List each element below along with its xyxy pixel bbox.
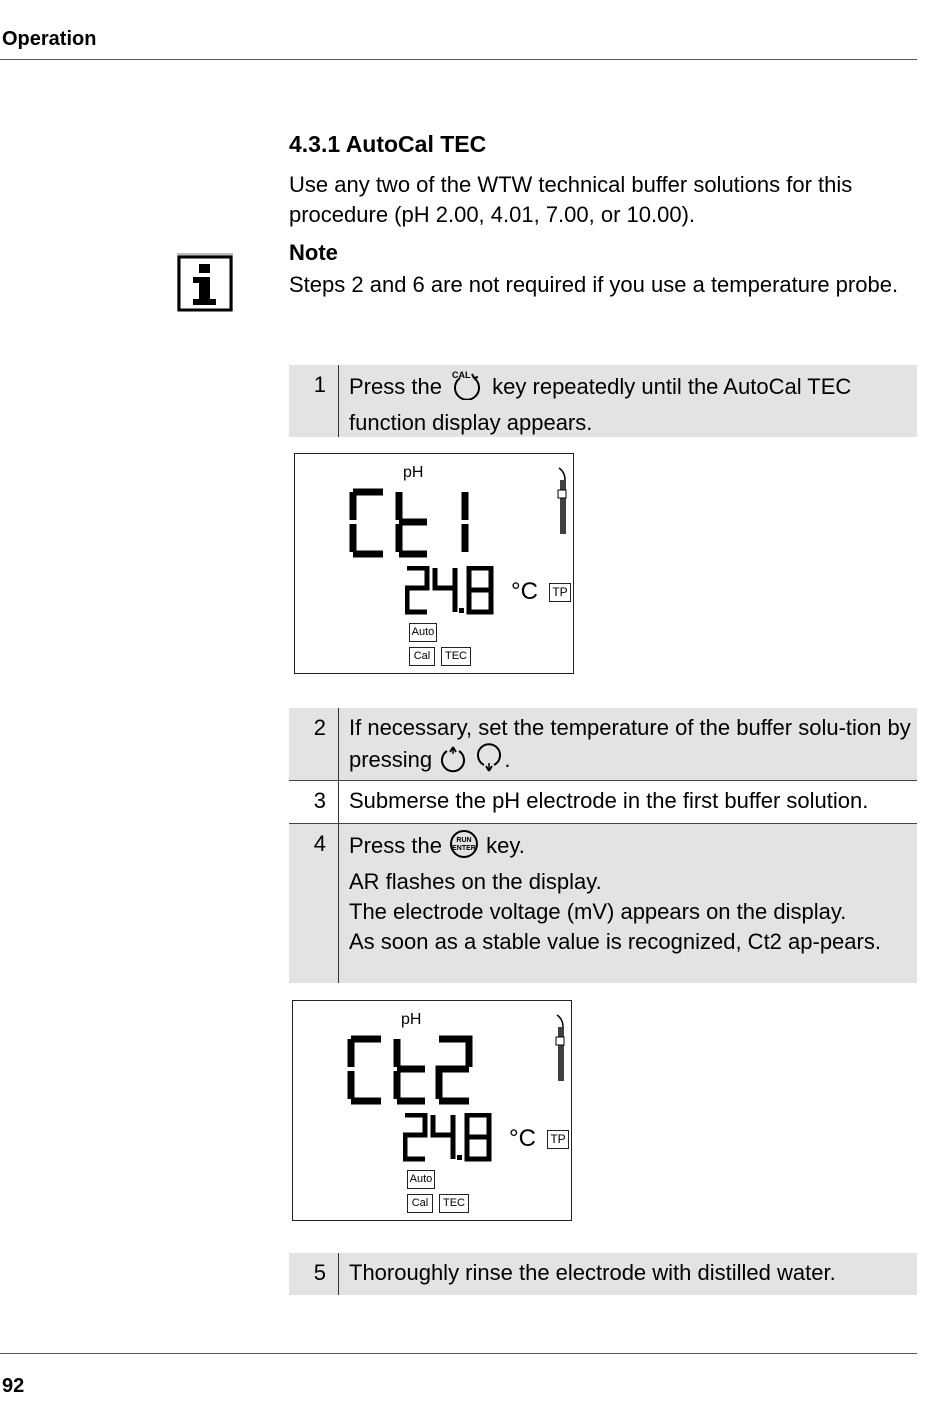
lcd-cal-indicator: Cal — [409, 647, 435, 666]
svg-text:CAL: CAL — [452, 370, 471, 380]
lcd-display-2 — [292, 1000, 572, 1221]
page-number: 92 — [2, 1375, 25, 1397]
step-row-4 — [289, 824, 917, 983]
step-row-3 — [289, 781, 917, 823]
cal-key-icon — [448, 370, 486, 408]
step-text: Press the RUN ENTER key. AR flashes on the display. The electrode voltage (mV) appears on the display. As soon as a stable value is recognized, Ct2 ap-pears. — [339, 824, 915, 983]
step-text: Submerse the pH electrode in the first buffer solution. — [349, 788, 869, 813]
lcd-tp-indicator: TP — [549, 583, 571, 602]
lcd-temp-unit: °C — [509, 1125, 536, 1152]
up-key-icon — [438, 743, 468, 781]
lcd-main-value — [345, 1035, 485, 1105]
lcd-tec-indicator: TEC — [441, 647, 471, 666]
step-number: 5 — [289, 1253, 339, 1295]
step-number: 4 — [289, 824, 339, 983]
step-number: 3 — [289, 781, 339, 823]
electrode-icon — [551, 1013, 567, 1083]
note-title: Note — [289, 240, 338, 265]
run-enter-key-icon — [448, 829, 480, 867]
lcd-tec-indicator: TEC — [439, 1194, 469, 1213]
step-line: AR flashes on the display. — [349, 869, 602, 894]
svg-text:RUN: RUN — [456, 837, 472, 844]
svg-text:ENTER: ENTER — [452, 845, 476, 852]
step-number: 1 — [289, 365, 339, 437]
lcd-temperature — [405, 566, 500, 616]
info-icon — [176, 252, 236, 314]
step-row-2 — [289, 708, 917, 780]
header-rule — [0, 59, 917, 60]
intro-paragraph: Use any two of the WTW technical buffer solutions for this procedure (pH 2.00, 4.01, 7.00, or 10.00). — [289, 172, 853, 227]
lcd-main-value — [347, 488, 487, 558]
footer-rule — [0, 1353, 917, 1354]
step-number: 2 — [289, 708, 339, 780]
step-row-1 — [289, 365, 917, 437]
lcd-tp-indicator: TP — [547, 1130, 569, 1149]
lcd-auto-indicator: Auto — [407, 1170, 435, 1189]
header-title: Operation — [2, 28, 97, 50]
note-text: Steps 2 and 6 are not required if you use a temperature probe. — [289, 272, 899, 297]
lcd-cal-indicator: Cal — [407, 1194, 433, 1213]
lcd-auto-indicator: Auto — [409, 623, 437, 642]
step-text: If necessary, set the temperature of the buffer solu-tion by pressing . — [339, 708, 915, 780]
down-key-icon — [474, 743, 504, 781]
step-row-5 — [289, 1253, 917, 1295]
lcd-mode: pH — [403, 464, 424, 481]
lcd-display-1 — [294, 453, 574, 674]
step-line: As soon as a stable value is recognized, Ct2 ap-pears. — [349, 929, 881, 954]
step-text: Press the CAL key repeatedly until the AutoCal TEC function display appears. — [349, 370, 852, 435]
electrode-icon — [553, 466, 569, 536]
lcd-temp-unit: °C — [511, 578, 538, 605]
section-heading: 4.3.1 AutoCal TEC — [289, 131, 487, 157]
step-line: The electrode voltage (mV) appears on the display. — [349, 899, 847, 924]
step-text: Thoroughly rinse the electrode with distilled water. — [349, 1260, 836, 1285]
lcd-mode: pH — [401, 1011, 422, 1028]
lcd-temperature — [403, 1113, 498, 1163]
